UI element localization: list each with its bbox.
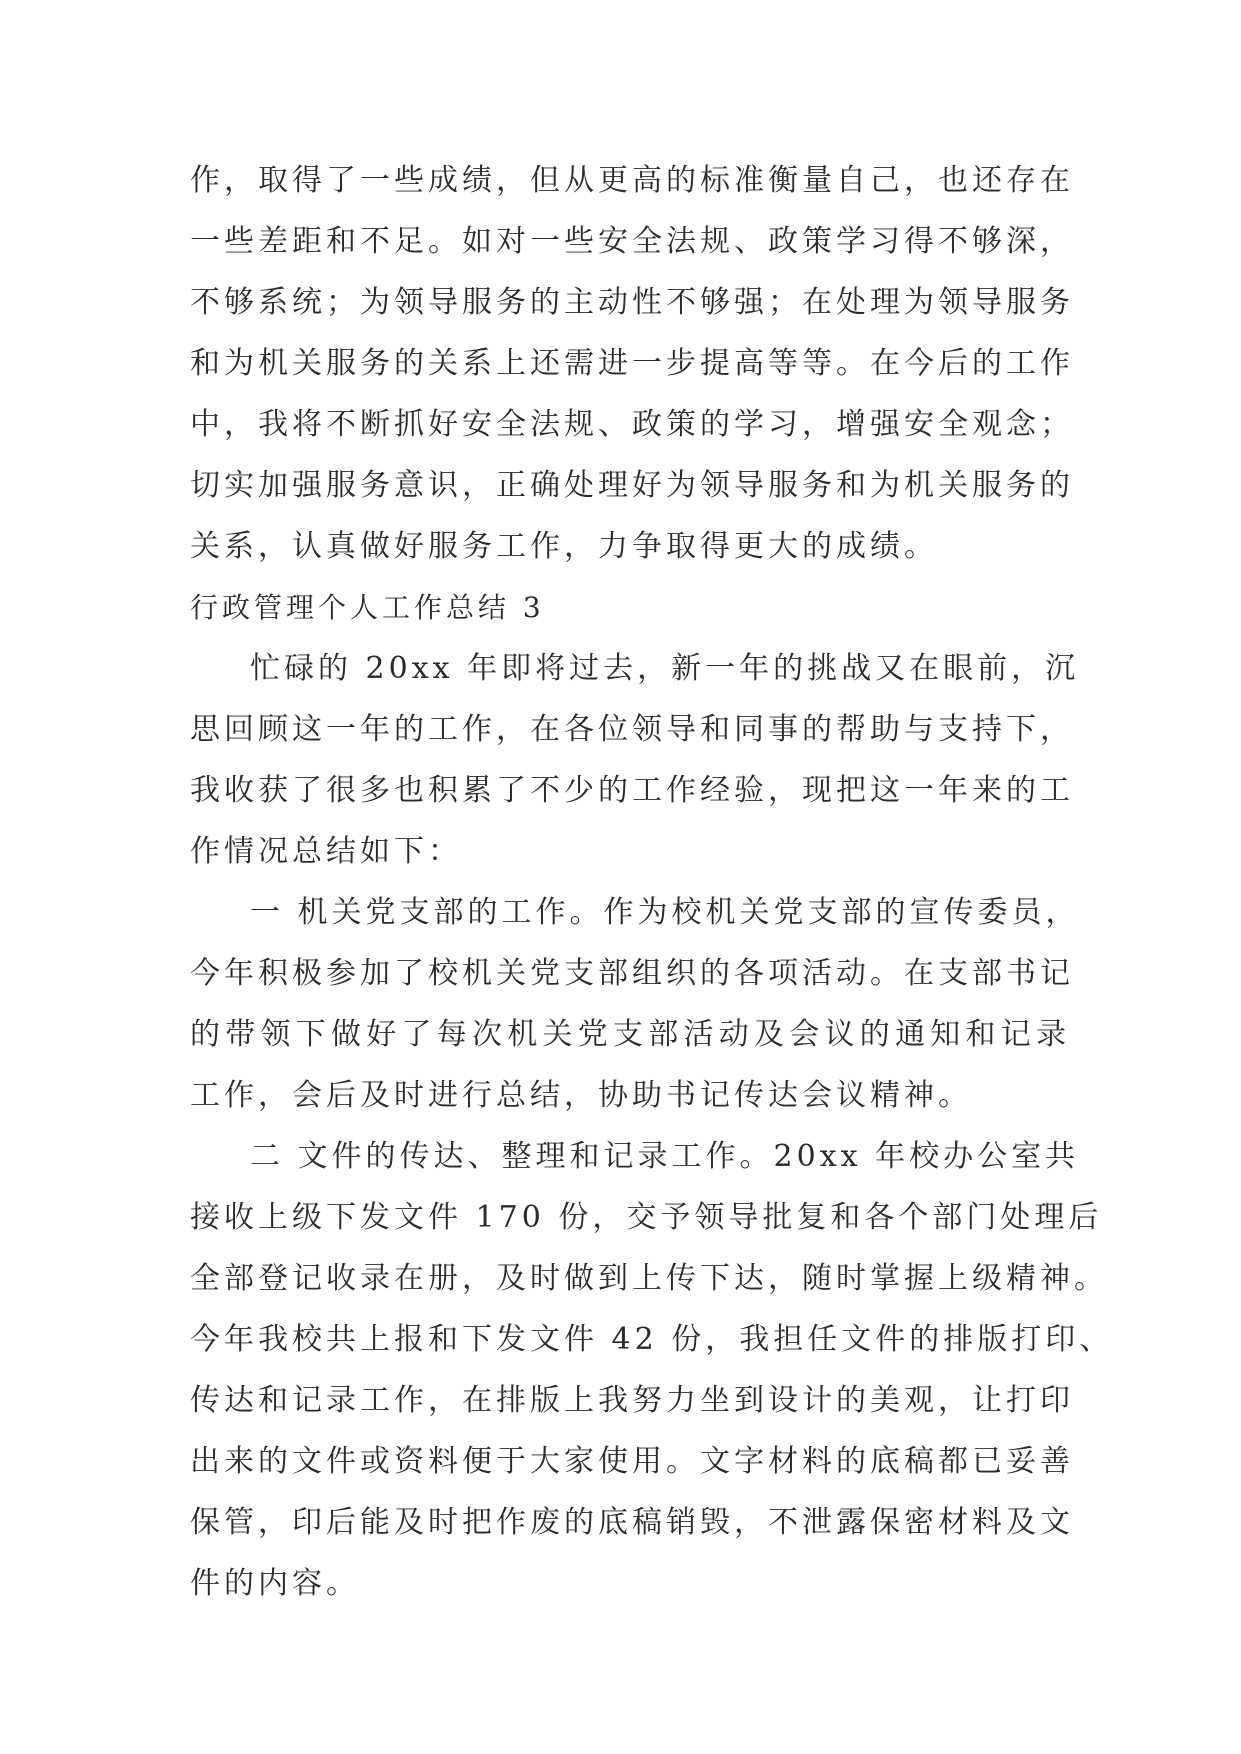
text-line: 作，取得了一些成绩，但从更高的标准衡量自己，也还存在	[190, 163, 1074, 198]
text-line: 全部登记收录在册，及时做到上传下达，随时掌握上级精神。	[190, 1261, 1108, 1296]
text-line: 思回顾这一年的工作，在各位领导和同事的帮助与支持下，	[190, 712, 1074, 747]
text-line: 切实加强服务意识，正确处理好为领导服务和为机关服务的	[190, 468, 1074, 503]
text-line: 一 机关党支部的工作。作为校机关党支部的宣传委员，	[250, 895, 1080, 930]
text-line: 我收获了很多也积累了不少的工作经验，现把这一年来的工	[190, 773, 1074, 808]
text-line: 作情况总结如下：	[190, 834, 462, 869]
text-line: 忙碌的 20xx 年即将过去，新一年的挑战又在眼前，沉	[250, 651, 1080, 686]
paragraph-party-branch	[190, 882, 1080, 1126]
paragraph-intro	[190, 638, 1080, 882]
text-line: 关系，认真做好服务工作，力争取得更大的成绩。	[190, 529, 938, 564]
paragraph-continuation	[190, 150, 1074, 577]
text-line: 不够系统；为领导服务的主动性不够强；在处理为领导服务	[190, 285, 1074, 320]
text-line: 保管，印后能及时把作废的底稿销毁，不泄露保密材料及文	[190, 1505, 1074, 1540]
paragraph-documents	[190, 1126, 1114, 1614]
text-line: 工作，会后及时进行总结，协助书记传达会议精神。	[190, 1078, 972, 1113]
text-line: 的带领下做好了每次机关党支部活动及会议的通知和记录	[190, 1017, 1070, 1052]
text-line: 接收上级下发文件 170 份，交予领导批复和各个部门处理后	[190, 1200, 1103, 1235]
text-line: 和为机关服务的关系上还需进一步提高等等。在今后的工作	[190, 346, 1074, 381]
text-line: 件的内容。	[190, 1566, 360, 1601]
text-line: 中，我将不断抓好安全法规、政策的学习，增强安全观念；	[190, 407, 1074, 442]
text-line: 二 文件的传达、整理和记录工作。20xx 年校办公室共	[250, 1139, 1080, 1174]
text-line: 今年积极参加了校机关党支部组织的各项活动。在支部书记	[190, 956, 1074, 991]
section-heading: 行政管理个人工作总结 3	[190, 591, 545, 624]
text-line: 出来的文件或资料便于大家使用。文字材料的底稿都已妥善	[190, 1444, 1074, 1479]
document-page	[190, 150, 1114, 1614]
text-line: 今年我校共上报和下发文件 42 份，我担任文件的排版打印、	[190, 1322, 1114, 1357]
text-line: 一些差距和不足。如对一些安全法规、政策学习得不够深，	[190, 224, 1074, 259]
text-line: 传达和记录工作，在排版上我努力坐到设计的美观，让打印	[190, 1383, 1074, 1418]
